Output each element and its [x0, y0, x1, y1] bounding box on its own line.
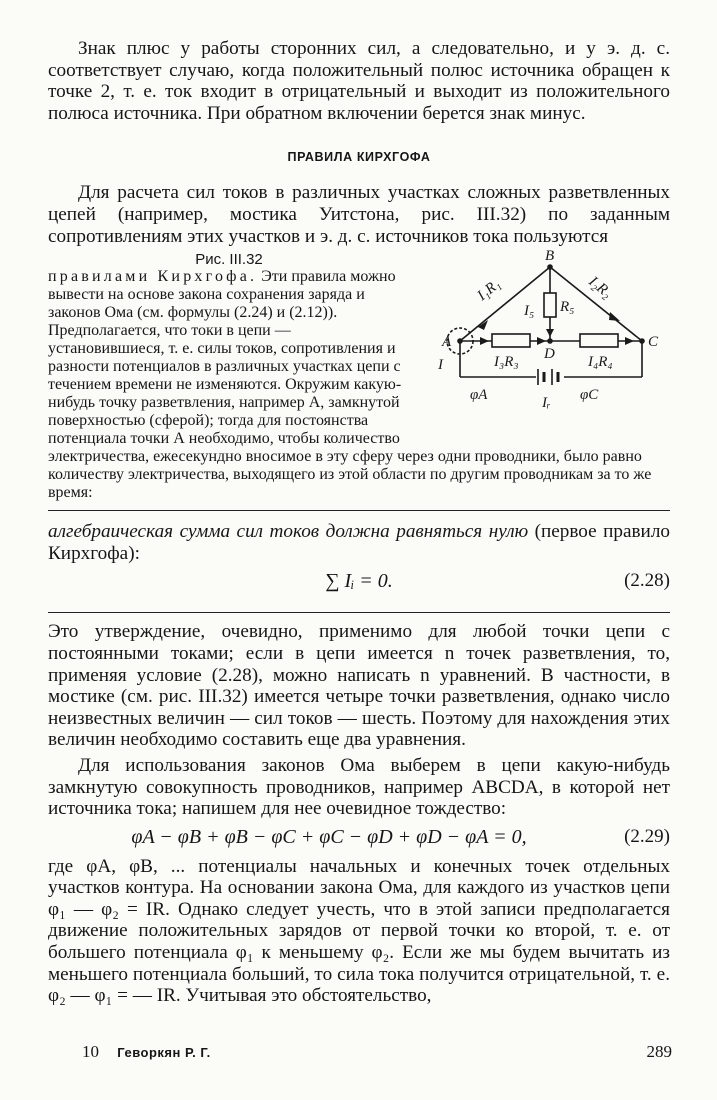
figure-wheatstone-bridge — [420, 249, 670, 439]
equation-number: (2.28) — [624, 570, 670, 592]
section-heading: ПРАВИЛА КИРХГОФА — [287, 150, 431, 165]
rule-statement: алгебраическая сумма сил токов должна равняться нулю — [48, 521, 529, 543]
footer-author: Геворкян Р. Г. — [117, 1045, 211, 1060]
paragraph-ohm-loop: Для использования законов Ома выберем в цепи какую-нибудь замкнутую совокупность проводников, например ABCDA, в которой нет источника тока; напишем для нее очевидное тождество: — [48, 754, 670, 820]
current-label-ir: Iᵣ — [542, 395, 551, 412]
rule-divider-bottom — [48, 612, 670, 613]
figure-caption: Рис. III.32 — [195, 251, 263, 269]
paragraph-potentials: где φA, φB, ... потенциалы начальных и конечных точек отдельных участков контура. На основании закона Ома, для каждого из участков цепи φ₁ — φ₂ = IR. Однако следует учесть, что в этой записи предполагается движение положительных зарядов от первой точки ко второй, т. е. от большего потенциала φ₁ к меньшему φ₂. Если же мы будем вычитать из меньшего потенциала больший, то сила тока получится отрицательной, т. е. φ₂ — φ₁ = — IR. Учитывая это обстоятельство, — [48, 855, 670, 1007]
potential-label-phi-a: φA — [470, 387, 488, 404]
branch-label-i2r2: I₂R₂ — [585, 273, 615, 302]
bridge-diagram — [420, 249, 670, 439]
node-label-b: B — [545, 249, 555, 265]
branch-label-i5: I₅ — [524, 303, 535, 320]
signature-mark: 10 — [82, 1042, 99, 1061]
equation-number: (2.29) — [624, 825, 670, 847]
node-label-a: A — [442, 334, 452, 351]
node-label-d: D — [544, 346, 555, 363]
equation-2-28 — [48, 570, 670, 600]
intro-text-continued: Эти правила можно вывести на основе закона сохранения заряда и законов Ома (см. формулы (2.24) и (2.12)). Предполагается, что токи в цепи — установившиеся, т. е. силы токов, сопротивления и разности потенциалов в различных участках цепи с течением времени не изменяются. Окружим какую-нибудь точку разветвления, например А, замкнутой поверхностью (сферой); тогда для постоянства потенциала точки А необходимо, чтобы количество электричества, ежесекундно вносимое в эту сферу через одни проводники, было равно количеству электричества, выходящего из этой области по другим проводникам за то же время: — [48, 268, 652, 502]
branch-label-r5: R₅ — [560, 299, 575, 316]
intro-text: Для расчета сил токов в различных участках сложных разветвленных цепей (например, мостика Уитстона, рис. III.32) по заданным сопротивлениям этих участков и э. д. с. источников тока пользуются — [48, 182, 670, 247]
kirchhoff-first-rule — [48, 511, 670, 600]
branch-label-i1r1: I₁R₁ — [474, 276, 504, 305]
kirchhoff-rules-term: правилами Кирхгофа. — [48, 268, 258, 286]
current-label-i: I — [438, 357, 443, 374]
page-content — [48, 38, 670, 1007]
branch-label-i4r4: I₄R₄ — [588, 354, 613, 371]
page-number: 289 — [646, 1042, 672, 1061]
equation-formula: ∑ Iᵢ = 0. — [325, 570, 393, 593]
rule-name: (первое правило Кирхгофа): — [48, 521, 670, 564]
potential-label-phi-c: φC — [580, 387, 599, 404]
equation-2-29 — [48, 826, 670, 854]
page-footer — [82, 1042, 672, 1062]
node-label-c: C — [648, 334, 659, 351]
paragraph-branch-points: Это утверждение, очевидно, применимо для любой точки цепи с постоянными токами; если в цепи имеется n точек разветвления, то, применяя условие (2.28), можно написать n уравнений. В частности, в мостике (см. рис. III.32) имеется четыре точки разветвления, однако число неизвестных величин — сил токов — шесть. Поэтому для нахождения этих величин необходимо составить еще два уравнения. — [48, 621, 670, 751]
paragraph-emf-sign: Знак плюс у работы сторонних сил, а следовательно, и у э. д. с. соответствует случаю, когда положительный полюс источника обращен к точке 2, т. е. ток входит в отрицательный и выходит из положительного полюса источника. При обратном включении берется знак минус. — [48, 38, 670, 124]
branch-label-i3r3: I₃R₃ — [494, 354, 519, 371]
equation-formula: φA − φB + φB − φC + φC − φD + φD − φA = 0, — [131, 825, 527, 848]
